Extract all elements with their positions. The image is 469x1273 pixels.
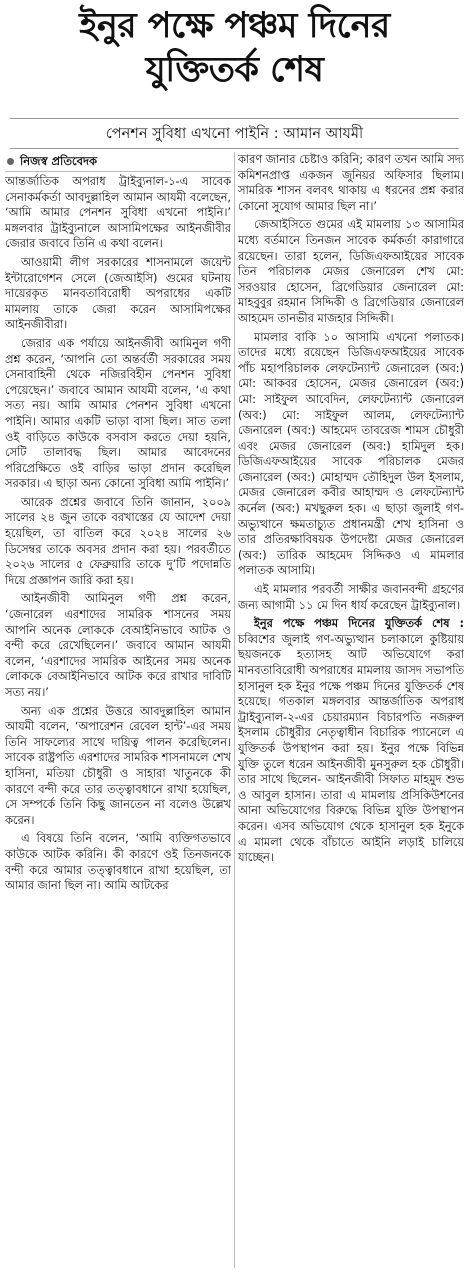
headline-line-1: ইনুর পক্ষে পঞ্চম দিনের [79,6,390,46]
paragraph: মামলার বাকি ১০ আসামি এখনো পলাতক। তাদের মধ্যে রয়েছেন ডিজিএফআইয়ের সাবেক পাঁচ মহাপরিচালক লেফটেন্যান্ট জেনারেল (অব:) মো: আকবর হোসেন, মেজর জেনারেল (অব:) মো: সাইফুল আবেদিন, লেফটেন্যান্ট জেনারেল (অব:) মো: সাইফুল আলম, লেফটেন্যান্ট জেনারেল (অব:) আহমেদ তাবরেজ শামস চৌধুরী এবং মেজর জেনারেল (অব:) হামিদুল হক। ডিজিএফআইয়ের সাবেক পরিচালক মেজর জেনারেল (অব:) মোহাম্মদ তৌহিদুল উল ইসলাম, মেজর জেনারেল কবীর আহাম্মদ ও লেফটেন্যান্ট কর্নেল (অব:) মখছুরুল হক। এ ছাড়া জুলাই গণ-অভ্যুত্থানে ক্ষমতাচ্যুত প্রধানমন্ত্রী শেখ হাসিনা ও তার প্রতিরক্ষাবিষয়ক উপদেষ্টা মেজর জেনারেল (অব:) তারিক আহমেদ সিদ্দিকও এ মামলার পলাতক আসামি। [238,330,464,578]
byline-text: নিজস্ব প্রতিবেদক [20,154,98,168]
column-divider [234,152,235,1268]
paragraph: এই মামলার পরবর্তী সাক্ষীর জবানবন্দী গ্রহণের জন্য আগামী ১১ মে দিন ধার্য করেছেন ট্রাইব্যুনাল। [238,583,464,612]
paragraph: কারণ জানার চেষ্টাও করিনি; কারণ তখন আমি সদ্য কমিশনপ্রাপ্ত একজন জুনিয়র অফিসার ছিলাম। সামরিক শাসন বলবৎ থাকায় এ ধরনের প্রশ্ন করার কোনো সুযোগ আমার ছিল না।’ [238,153,464,213]
paragraph: আইনজীবী আমিনুল গণী প্রশ্ন করেন, ‘জেনারেল এরশাদের সামরিক শাসনের সময় আপনি অনেক লোককে বেআইনিভাবে আটক ও বন্দী করে রেখেছিলেন।’ জবাবে আমান আযমী বলেন, ‘এরশাদের সামরিক আইনের সময় অনেক লোককে বেআইনিভাবে আটক করে রাখার দাবিটি সত্য নয়।’ [5,592,231,699]
column-right [238,152,464,1268]
paragraph [238,616,464,866]
subheadline: পেনশন সুবিধা এখনো পাইনি : আমান আযমী [105,126,364,142]
headline [0,4,469,92]
column-left [5,152,231,1268]
bullet-icon [7,158,14,165]
paragraph: জেরার এক পর্যায়ে আইনজীবী আমিনুল গণী প্রশ্ন করেন, ‘আপনি তো অন্তর্বর্তী সরকারের সময় সেনাবাহিনী থেকে নজিরবিহীন পেনশন সুবিধা পেয়েছেন।’ জবাবে আমান আযমী বলেন, ‘এ কথা সত্য নয়। আমি আমার পেনশন সুবিধা এখনো পাইনি। আমার একটি ভাড়া বাসা ছিল। সাত তলা ওই বাড়িতে কাউকে বসবাস করতে দেয়া হয়নি, সেটি তালাবদ্ধ ছিল। আমার আবেদনের পরিপ্রেক্ষিতে ওই বাড়ির ভাড়া প্রদান করেছিল সরকার। এ ছাড়া অন্য কোনো সুবিধা আমি পাইনি।’ [5,336,231,491]
paragraph: জেআইসিতে গুমের এই মামলায় ১৩ আসামির মধ্যে বর্তমানে তিনজন সাবেক কর্মকর্তা কারাগারে রয়েছেন। তারা হলেন, ডিজিএফআইয়ের সাবেক তিন পরিচালক মেজর জেনারেল শেখ মো: সরওয়ার হোসেন, ব্রিগেডিয়ার জেনারেল মো: মাহবুবুর রহমান সিদ্দিকী ও ব্রিগেডিয়ার জেনারেল আহমেদ তানভীর মাজহার সিদ্দিকী। [238,218,464,325]
paragraph: আরেক প্রশ্নের জবাবে তিনি জানান, ২০০৯ সালের ২৪ জুন তাকে বরখাস্তের যে আদেশ দেয়া হয়েছিল, তা বাতিল করে ২০২৪ সালের ২৬ ডিসেম্বর তাকে অবসর প্রদান করা হয়। পরবর্তীতে ২০২৬ সালের ৫ ফেব্রুয়ারি তাকে দু’টি পদোন্নতি দিয়ে প্রজ্ঞাপন জারি করা হয়। [5,495,231,587]
paragraph: অন্য এক প্রশ্নের উত্তরে আবদুল্লাহিল আমান আযমী বলেন, ‘অপারেশন রেবেল হান্ট’-এর সময় তিনি সাফল্যের সাথে দায়িত্ব পালন করেছিলেন। সাবেক রাষ্ট্রপতি এরশাদের সামরিক শাসনামলে শেখ হাসিনা, মতিয়া চৌধুরী ও সাহারা খাতুনকে কী কারণে বন্দী করে তার তত্ত্বাবধানে রাখা হয়েছিল, সে সম্পর্কে তিনি কিছু জানতেন না বলেও উল্লেখ করেন। [5,704,231,827]
paragraph: আন্তর্জাতিক অপরাধ ট্রাইব্যুনাল-১-এ সাবেক সেনাকর্মকর্তা আবদুল্লাহিল আমান আযমী বলেছেন, ‘আমি আমার পেনশন সুবিধা এখনো পাইনি।’ মঙ্গলবার ট্রাইব্যুনালে আসামিপক্ষের আইনজীবীর জেরার জবাবে তিনি এ কথা বলেন। [5,175,231,251]
rule-bottom [10,148,459,149]
paragraph: এ বিষয়ে তিনি বলেন, ‘আমি ব্যক্তিগতভাবে কাউকে আটক করিনি। কী কারণে ওই তিনজনকে বন্দী করে আমার তত্ত্বাবধানে রাখা হয়েছিল, তা আমার জানা ছিল না। আমি আটকের [5,832,231,893]
byline [5,152,231,172]
paragraph: আওয়ামী লীগ সরকারের শাসনামলে জয়েন্ট ইন্টারোগেশন সেলে (জেআইসি) গুমের ঘটনায় দায়েরকৃত মানবতাবিরোধী অপরাধের একটি মামলায় তাকে জেরা করেন আসামিপক্ষের আইনজীবীরা। [5,255,231,332]
article-body [5,152,464,1268]
section-body: চব্বিশের জুলাই গণ-অভ্যুত্থান চলাকালে কুষ্টিয়ায় ছয়জনকে হত্যাসহ আট অভিযোগে করা মানবতাবিরোধী অপরাধের মামলায় জাসদ সভাপতি হাসানুল হক ইনুর পক্ষে পঞ্চম দিনের যুক্তিতর্ক শেষ হয়েছে। গতকাল মঙ্গলবার আন্তর্জাতিক অপরাধ ট্রাইব্যুনাল-২-এর চেয়ারম্যান বিচারপতি নজরুল ইসলাম চৌধুরীর নেতৃত্বাধীন বিচারিক প্যানেলে এ যুক্তিতর্ক উপস্থাপন করা হয়। ইনুর পক্ষে বিভিন্ন যুক্তি তুলে ধরেন আইনজীবী মুনসুরুল হক চৌধুরী। তার সাথে ছিলেন- আইনজীবী সিফাত মাহমুদ শুভ ও আবুল হাসান। তারা এ মামলায় প্রসিকিউশনের আনা অভিযোগের বিরুদ্ধে বিভিন্ন যুক্তি উপস্থাপন করেন। এসব অভিযোগ থেকে হাসানুল হক ইনুকে এ মামলা থেকে বাঁচাতে আইনি লড়াই চালিয়ে যাচ্ছেন। [238,632,464,865]
section-heading: ইনুর পক্ষে পঞ্চম দিনের যুক্তিতর্ক শেষ : [254,617,464,631]
rule-top [10,118,459,119]
headline-line-2: যুক্তিতর্ক শেষ [145,50,324,90]
